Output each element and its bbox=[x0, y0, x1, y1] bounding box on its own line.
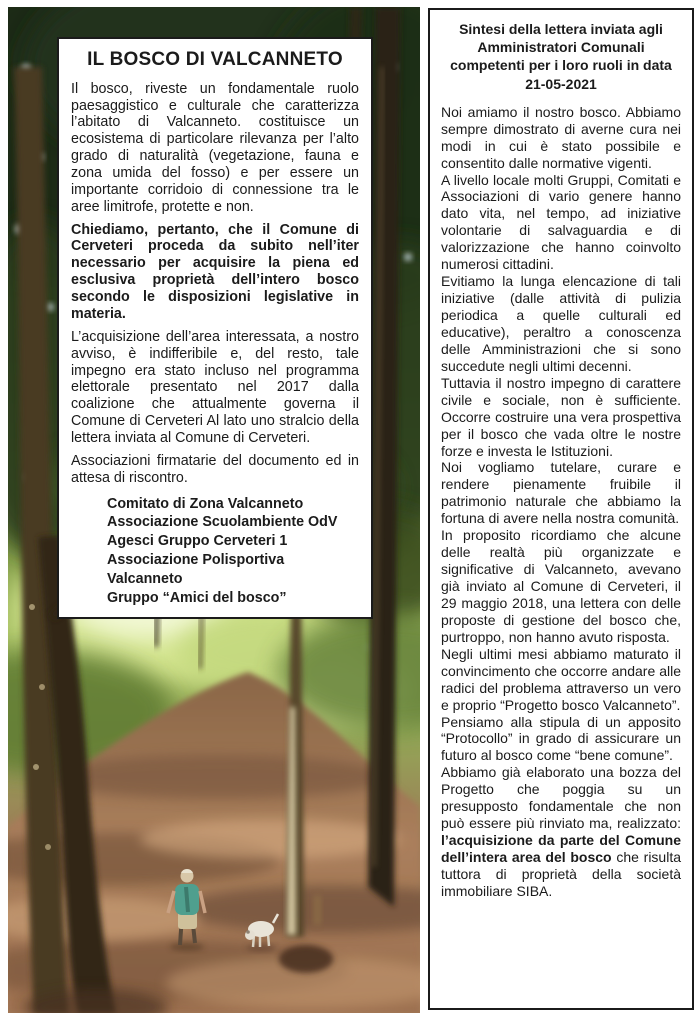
paragraph: Noi amiamo il nostro bosco. Abbiamo sempre dimostrato di averne cura nei modi in cui è stato possibile e consentito dalle normative vigenti. bbox=[441, 103, 681, 171]
signatory-item: Comitato di Zona Valcanneto bbox=[107, 495, 304, 512]
paragraph: In proposito ricordiamo che alcune delle realtà più organizzate e significative di Valcanneto, avevano già inviato al Comune di Cerveteri, il 29 maggio 2018, una lettera con delle proposte di gestione del bosco che, purtroppo, non hanno avuto risposta. bbox=[441, 527, 681, 645]
signatory-item: Gruppo “Amici del bosco” bbox=[107, 589, 287, 606]
letter-title-line: 21-05-2021 bbox=[525, 75, 597, 92]
letter-paragraphs bbox=[441, 104, 681, 900]
overlay-paragraphs bbox=[71, 81, 359, 487]
letter-title bbox=[441, 20, 681, 93]
letter-summary-box bbox=[428, 8, 694, 1010]
letter-title-line: Amministratori Comunali bbox=[477, 39, 645, 56]
paragraph: Associazioni firmatarie del documento ed in attesa di riscontro. bbox=[71, 452, 359, 486]
signatory-item: Associazione Polisportiva Valcanneto bbox=[107, 552, 285, 587]
paragraph: Chiediamo, pertanto, che il Comune di Cerveteri proceda da subito nell’iter necessario per acquisire la piena ed esclusiva proprietà dell’intero bosco secondo le disposizioni legislative in materia. bbox=[71, 221, 359, 322]
overlay-title: IL BOSCO DI VALCANNETO bbox=[87, 49, 343, 70]
signatory-item: Agesci Gruppo Cerveteri 1 bbox=[107, 533, 288, 550]
signatory-item: Associazione Scuolambiente OdV bbox=[107, 514, 338, 531]
paragraph: A livello locale molti Gruppi, Comitati e Associazioni di vario genere hanno dato vita, nel tempo, ad iniziative volontarie di salvaguardia e di valorizzazione che hanno coinvolto numerosi cittadini. bbox=[441, 171, 681, 273]
overlay-text-box bbox=[57, 37, 373, 619]
paragraph: Noi vogliamo tutelare, curare e rendere pienamente fruibile il patrimonio naturale che abbiamo la fortuna di avere nella nostra comunità. bbox=[441, 459, 681, 527]
paragraph: Tuttavia il nostro impegno di carattere civile e sociale, non è sufficiente. Occorre costruire una vera prospettiva per il bosco che vada oltre le nostre forze e investa le Istituzioni. bbox=[441, 374, 681, 459]
signatories-list bbox=[107, 495, 359, 608]
paragraph: Pensiamo alla stipula di un apposito “Protocollo” in grado di assicurare un futuro al bosco come “bene comune”. bbox=[441, 713, 681, 764]
paragraph: Negli ultimi mesi abbiamo maturato il convincimento che occorre andare alle radici del problema attraverso un vero e proprio “Progetto bosco Valcanneto”. bbox=[441, 645, 681, 713]
paragraph: Abbiamo già elaborato una bozza del Progetto che poggia su un presupposto fondamentale che non può essere più rinviato ma, realizzato: l’acquisizione da parte del Comune dell’intera area del bosco che risulta tuttora di proprietà della società immobiliare SIBA. bbox=[441, 764, 681, 899]
paragraph: L’acquisizione dell’area interessata, a nostro avviso, è indifferibile e, del resto, tale impegno era stato incluso nel programma elettorale presentato nel 2017 dalla coalizione che attualmente governa il Comune di Cerveteri Al lato uno stralcio della lettera inviata al Comune di Cerveteri. bbox=[71, 328, 359, 446]
paragraph: Il bosco, riveste un fondamentale ruolo paesaggistico e culturale che caratterizza l’abitato di Valcanneto. costituisce un ecosistema di particolare rilevanza per l’alto grado di naturalità (vegetazione, fauna e zona umida del fosso) e per essere un importante corridoio di connessione tra le aree limitrofe, protette e non. bbox=[71, 80, 359, 215]
paragraph: Evitiamo la lunga elencazione di tali iniziative (dalle attività di pulizia periodica a quelle culturali ed educative), peraltro a conoscenza delle Amministrazioni che si sono succedute negli ultimi decenni. bbox=[441, 273, 681, 374]
letter-title-line: competenti per i loro ruoli in data bbox=[450, 57, 672, 74]
letter-title-line: Sintesi della lettera inviata agli bbox=[459, 21, 663, 37]
